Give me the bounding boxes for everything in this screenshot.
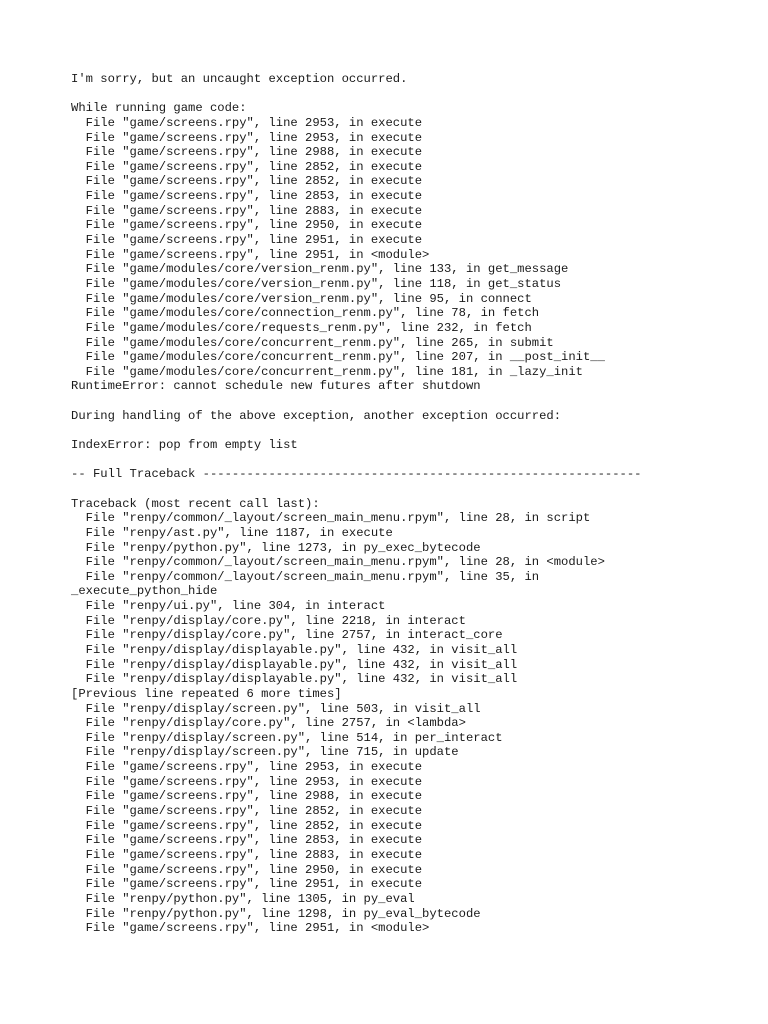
- traceback-line: File "renpy/python.py", line 1305, in py_eval: [71, 891, 415, 906]
- traceback-line: File "renpy/common/_layout/screen_main_menu.rpym", line 28, in <module>: [71, 555, 605, 570]
- traceback-line: [Previous line repeated 6 more times]: [71, 686, 342, 701]
- traceback-line: File "game/screens.rpy", line 2853, in execute: [71, 189, 423, 204]
- traceback-line: File "game/screens.rpy", line 2988, in execute: [71, 789, 423, 804]
- traceback-line: IndexError: pop from empty list: [71, 438, 298, 453]
- traceback-line: File "renpy/display/core.py", line 2757, in <lambda>: [71, 716, 466, 731]
- traceback-line: File "game/screens.rpy", line 2883, in execute: [71, 847, 423, 862]
- traceback-line: File "game/screens.rpy", line 2951, in execute: [71, 233, 423, 248]
- traceback-line: [71, 482, 641, 497]
- traceback-line: File "renpy/python.py", line 1273, in py_exec_bytecode: [71, 540, 481, 555]
- traceback-line: RuntimeError: cannot schedule new futures after shutdown: [71, 379, 481, 394]
- traceback-line: File "game/modules/core/connection_renm.py", line 78, in fetch: [71, 306, 540, 321]
- traceback-text: [71, 72, 641, 936]
- traceback-line: Traceback (most recent call last):: [71, 496, 320, 511]
- traceback-line: File "game/screens.rpy", line 2853, in execute: [71, 833, 423, 848]
- traceback-line: File "game/modules/core/version_renm.py", line 133, in get_message: [71, 262, 569, 277]
- traceback-line: File "renpy/display/displayable.py", line 432, in visit_all: [71, 642, 518, 657]
- traceback-line: File "game/screens.rpy", line 2988, in execute: [71, 145, 423, 160]
- traceback-line: File "game/screens.rpy", line 2953, in execute: [71, 130, 423, 145]
- traceback-line: File "game/screens.rpy", line 2852, in execute: [71, 159, 423, 174]
- traceback-line: [71, 394, 641, 409]
- traceback-line: File "game/screens.rpy", line 2953, in execute: [71, 760, 423, 775]
- traceback-line: File "renpy/common/_layout/screen_main_menu.rpym", line 35, in: [71, 569, 540, 584]
- traceback-line: File "renpy/display/screen.py", line 503, in visit_all: [71, 701, 481, 716]
- traceback-line: [71, 423, 641, 438]
- traceback-line: File "game/modules/core/concurrent_renm.py", line 181, in _lazy_init: [71, 364, 583, 379]
- traceback-line: I'm sorry, but an uncaught exception occurred.: [71, 72, 408, 86]
- traceback-line: [71, 87, 641, 102]
- traceback-line: File "game/modules/core/version_renm.py", line 95, in connect: [71, 291, 532, 306]
- traceback-line: File "renpy/python.py", line 1298, in py_eval_bytecode: [71, 906, 481, 921]
- traceback-line: File "renpy/common/_layout/screen_main_menu.rpym", line 28, in script: [71, 511, 591, 526]
- traceback-line: File "game/screens.rpy", line 2852, in execute: [71, 174, 423, 189]
- traceback-line: File "renpy/display/core.py", line 2218, in interact: [71, 613, 466, 628]
- traceback-line: File "game/screens.rpy", line 2852, in execute: [71, 804, 423, 819]
- traceback-line: During handling of the above exception, another exception occurred:: [71, 408, 562, 423]
- traceback-line: While running game code:: [71, 101, 247, 116]
- traceback-line: File "renpy/display/displayable.py", line 432, in visit_all: [71, 672, 518, 687]
- traceback-line: File "game/screens.rpy", line 2953, in execute: [71, 115, 423, 130]
- traceback-line: File "game/screens.rpy", line 2951, in <module>: [71, 247, 430, 262]
- traceback-line: File "game/modules/core/concurrent_renm.py", line 265, in submit: [71, 335, 554, 350]
- traceback-line: File "renpy/display/core.py", line 2757, in interact_core: [71, 628, 503, 643]
- traceback-line: File "renpy/display/displayable.py", line 432, in visit_all: [71, 657, 518, 672]
- traceback-line: File "game/screens.rpy", line 2953, in execute: [71, 774, 423, 789]
- traceback-line: File "game/modules/core/version_renm.py", line 118, in get_status: [71, 276, 562, 291]
- traceback-line: File "game/screens.rpy", line 2883, in execute: [71, 203, 423, 218]
- traceback-line: File "game/modules/core/requests_renm.py", line 232, in fetch: [71, 320, 532, 335]
- traceback-line: File "game/screens.rpy", line 2950, in execute: [71, 218, 423, 233]
- traceback-line: File "game/screens.rpy", line 2951, in execute: [71, 877, 423, 892]
- traceback-line: File "game/modules/core/concurrent_renm.py", line 207, in __post_init__: [71, 350, 605, 365]
- traceback-line: File "renpy/ast.py", line 1187, in execute: [71, 525, 393, 540]
- traceback-line: File "renpy/display/screen.py", line 715, in update: [71, 745, 459, 760]
- traceback-line: File "game/screens.rpy", line 2852, in execute: [71, 818, 423, 833]
- traceback-line: File "renpy/ui.py", line 304, in interact: [71, 599, 386, 614]
- traceback-line: -- Full Traceback ------------------------------------------------------------: [71, 467, 642, 482]
- traceback-line: File "game/screens.rpy", line 2950, in execute: [71, 862, 423, 877]
- traceback-line: [71, 453, 641, 468]
- traceback-line: File "renpy/display/screen.py", line 514, in per_interact: [71, 730, 503, 745]
- traceback-line: File "game/screens.rpy", line 2951, in <module>: [71, 921, 430, 936]
- traceback-line: _execute_python_hide: [71, 584, 218, 599]
